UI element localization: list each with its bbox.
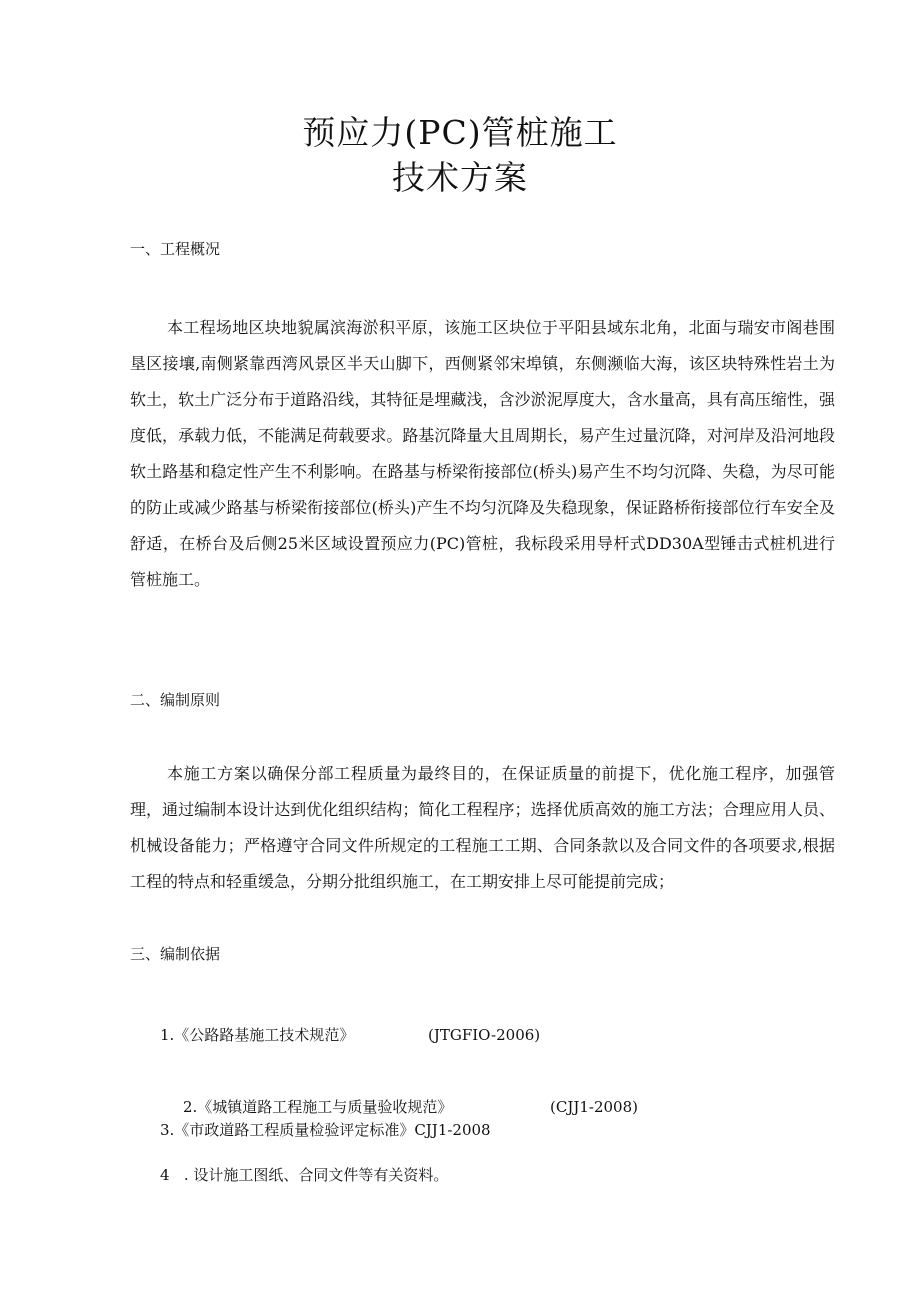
section-heading-principles: 二、编制原则: [130, 691, 221, 709]
reference-item-4: 4 . 设计施工图纸、合同文件等有关资料。: [160, 1166, 449, 1184]
section-paragraph-overview: 本工程场地区块地貌属滨海淤积平原，该施工区块位于平阳县域东北角，北面与瑞安市阁巷围垦区接壤,南侧紧靠西湾风景区半天山脚下，西侧紧邻宋埠镇，东侧濒临大海，该区块特殊性岩土为软土，软土广泛分布于道路沿线，其特征是埋藏浅，含沙淤泥厚度大，含水量高，具有高压缩性，强度低，承载力低，不能满足荷载要求。路基沉降量大且周期长，易产生过量沉降，对河岸及沿河地段软土路基和稳定性产生不利影响。在路基与桥梁衔接部位(桥头)易产生不均匀沉降、失稳，为尽可能的防止或减少路基与桥梁衔接部位(桥头)产生不均匀沉降及失稳现象，保证路桥衔接部位行车安全及舒适，在桥台及后侧25米区域设置预应力(PC)管桩，我标段采用导杆式DD30A型锤击式桩机进行管桩施工。: [130, 318, 835, 589]
reference-code-1: (JTGFIO-2006): [428, 1026, 541, 1044]
document-title-line-2: 技术方案: [392, 158, 528, 197]
reference-item-2: 2.《城镇道路工程施工与质量验收规范》: [183, 1098, 453, 1116]
reference-item-1: 1.《公路路基施工技术规范》: [160, 1026, 355, 1044]
reference-item-3: 3.《市政道路工程质量检验评定标准》CJJ1-2008: [160, 1121, 491, 1139]
section-paragraph-principles: 本施工方案以确保分部工程质量为最终目的，在保证质量的前提下，优化施工程序，加强管理，通过编制本设计达到优化组织结构；简化工程程序；选择优质高效的施工方法；合理应用人员、机械设备能力；严格遵守合同文件所规定的工程施工工期、合同条款以及合同文件的各项要求,根据工程的特点和轻重缓急，分期分批组织施工，在工期安排上尽可能提前完成；: [130, 764, 835, 891]
reference-code-2: (CJJ1-2008): [550, 1098, 638, 1116]
section-heading-overview: 一、工程概况: [130, 240, 221, 258]
section-heading-basis: 三、编制依据: [130, 945, 221, 963]
document-title-line-1: 预应力(PC)管桩施工: [302, 113, 618, 152]
